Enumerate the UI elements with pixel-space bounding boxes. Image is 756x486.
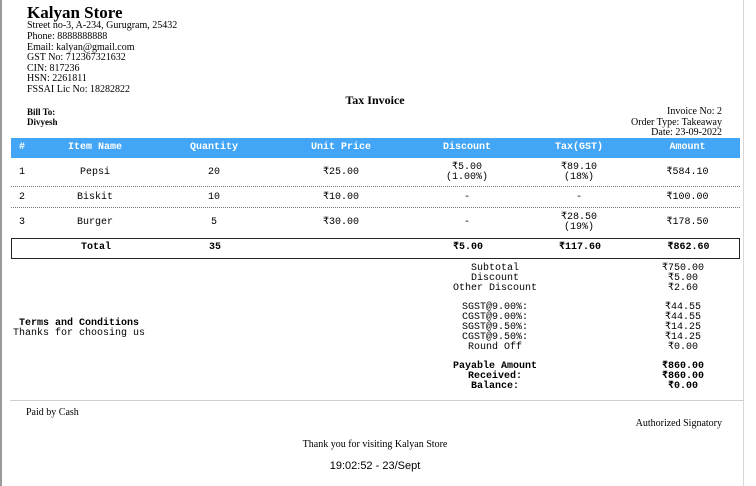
summary-value: ₹5.00	[667, 273, 699, 284]
col-header-quantity: Quantity	[189, 142, 238, 153]
total-tax: ₹117.60	[558, 242, 602, 253]
payable-amount-value: ₹860.00	[661, 361, 705, 372]
summary-label: SGST@9.50%:	[461, 322, 528, 333]
col-header-item: Item Name	[67, 142, 122, 153]
summary-label: Discount	[470, 273, 519, 284]
row-tax-percent: (18%)	[563, 172, 594, 183]
store-cin: CIN: 817236	[27, 63, 80, 74]
summary-value: ₹14.25	[664, 322, 702, 333]
balance-value: ₹0.00	[667, 381, 699, 392]
col-header-number: #	[18, 142, 25, 153]
store-gst: GST No: 712367321632	[27, 52, 126, 63]
bill-to-label: Bill To:	[27, 107, 56, 117]
row-tax-percent: (19%)	[563, 222, 594, 233]
store-phone: Phone: 8888888888	[27, 31, 108, 42]
balance-label: Balance:	[470, 381, 519, 392]
summary-label: Subtotal	[470, 263, 519, 274]
payment-method: Paid by Cash	[26, 407, 79, 418]
summary-value: ₹44.55	[664, 302, 702, 313]
summary-value: ₹0.00	[667, 342, 699, 353]
col-header-unit-price: Unit Price	[310, 142, 371, 153]
summary-label: SGST@9.00%:	[461, 302, 528, 313]
store-email: Email: kalyan@gmail.com	[27, 42, 135, 53]
row-item-name: Biskit	[76, 192, 113, 203]
table-total-row	[11, 238, 740, 259]
row-unit-price: ₹30.00	[322, 217, 360, 228]
thank-you-message: Thank you for visiting Kalyan Store	[302, 439, 448, 450]
row-tax-value: ₹89.10	[560, 162, 598, 173]
col-header-amount: Amount	[669, 142, 706, 153]
row-amount: ₹100.00	[666, 192, 709, 203]
summary-value: ₹2.60	[667, 283, 699, 294]
row-amount: ₹584.10	[666, 167, 709, 178]
print-timestamp: 19:02:52 - 23/Sept	[329, 460, 421, 472]
summary-label: CGST@9.00%:	[461, 312, 528, 323]
col-header-tax: Tax(GST)	[554, 142, 603, 153]
col-header-discount: Discount	[442, 142, 491, 153]
table-row	[11, 160, 740, 186]
summary-value: ₹44.55	[664, 312, 702, 323]
row-item-name: Burger	[76, 217, 113, 228]
received-label: Received:	[467, 371, 522, 382]
summary-label: Other Discount	[452, 283, 537, 294]
row-quantity: 20	[207, 167, 220, 178]
order-type: Order Type: Takeaway	[631, 116, 722, 128]
invoice-title: Tax Invoice	[345, 93, 405, 107]
table-row	[11, 208, 740, 235]
payable-amount-label: Payable Amount	[452, 361, 537, 372]
summary-label: Round Off	[467, 342, 522, 353]
row-quantity: 10	[207, 192, 220, 203]
row-discount-value: -	[463, 192, 470, 203]
authorized-signatory: Authorized Signatory	[635, 418, 722, 429]
table-row	[11, 187, 740, 207]
table-header	[11, 138, 740, 158]
total-quantity: 35	[208, 242, 221, 253]
invoice-number: Invoice No: 2	[667, 106, 722, 117]
row-unit-price: ₹25.00	[322, 167, 360, 178]
page-right-border	[743, 0, 744, 486]
store-address: Street no-3, A-234, Gurugram, 25432	[27, 20, 178, 31]
summary-value: ₹750.00	[661, 263, 705, 274]
terms-heading: Terms and Conditions	[19, 318, 140, 329]
row-number: 2	[18, 192, 25, 203]
total-amount: ₹862.60	[667, 242, 710, 253]
total-label: Total	[80, 242, 111, 253]
summary-value: ₹14.25	[664, 332, 702, 343]
row-discount-value: -	[463, 217, 470, 228]
row-tax	[523, 213, 635, 233]
received-value: ₹860.00	[661, 371, 705, 382]
row-tax	[523, 163, 635, 183]
row-discount	[411, 163, 523, 183]
summary-label: CGST@9.50%:	[461, 332, 528, 343]
invoice-meta	[631, 107, 722, 139]
row-number: 3	[18, 217, 25, 228]
footer-divider	[10, 400, 744, 401]
row-number: 1	[18, 167, 25, 178]
row-amount: ₹178.50	[666, 217, 709, 228]
terms-text: Thanks for choosing us	[13, 328, 146, 339]
store-fssai: FSSAI Lic No: 18282822	[27, 84, 131, 95]
row-tax-value: -	[575, 192, 582, 203]
bill-to	[27, 107, 58, 127]
store-hsn: HSN: 2261811	[27, 73, 87, 84]
row-unit-price: ₹10.00	[322, 192, 360, 203]
bill-to-name: Divyesh	[27, 117, 58, 127]
invoice-date: Date: 23-09-2022	[651, 127, 722, 138]
row-quantity: 5	[210, 217, 217, 228]
store-name: Kalyan Store	[27, 3, 123, 22]
row-item-name: Pepsi	[79, 167, 110, 178]
row-discount-percent: (1.00%)	[445, 172, 488, 183]
row-tax-value: ₹28.50	[560, 212, 598, 223]
row-discount-value: ₹5.00	[451, 162, 483, 173]
total-discount: ₹5.00	[452, 242, 484, 253]
page-left-border	[0, 0, 2, 486]
